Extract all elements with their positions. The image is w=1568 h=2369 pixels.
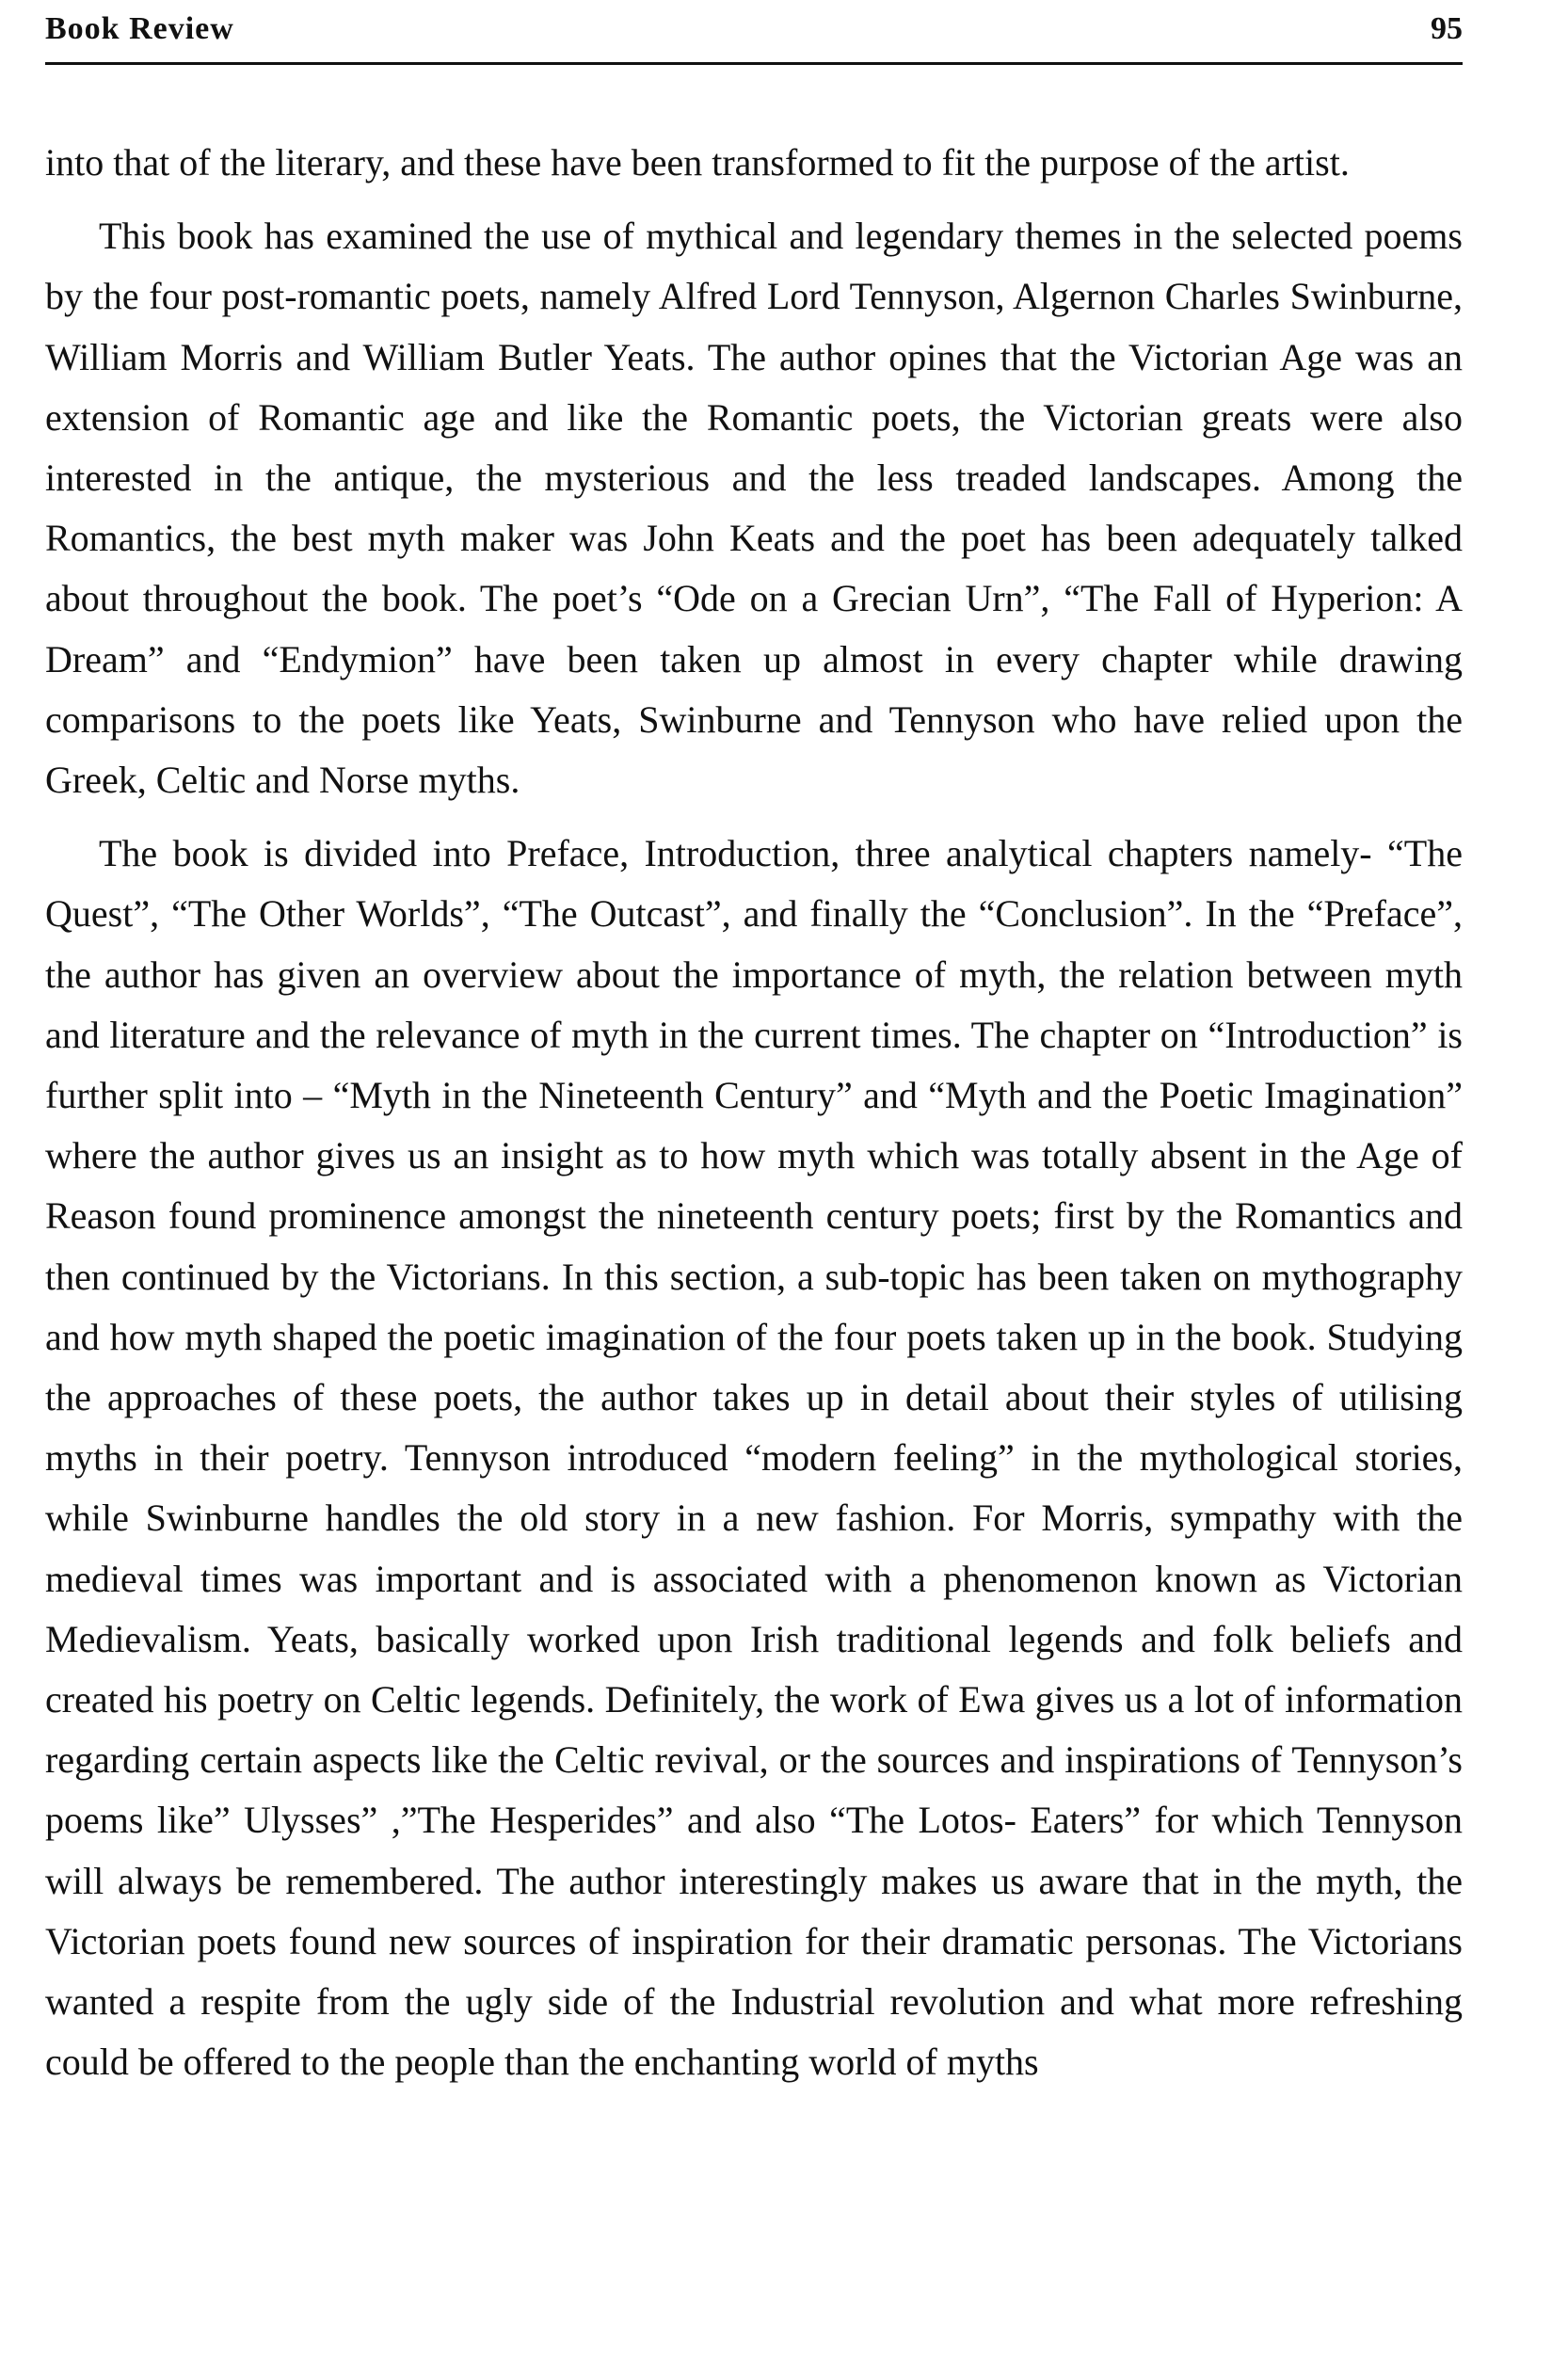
page-number: 95 (1431, 11, 1463, 46)
paragraph-structure: The book is divided into Preface, Introduction, three analytical chapters namely- “The Quest”, “The Other Worlds”, “The Outcast”, and finally the “Conclusion”. In the “Preface”, the author has given an overview about the importance of myth, the relation between myth and literature and the relevance of myth in the current times. The chapter on “Introduction” is further split into – “Myth in the Nineteenth Century” and “Myth and the Poetic Imagination” where the author gives us an insight as to how myth which was totally absent in the Age of Reason found prominence amongst the nineteenth century poets; first by the Romantics and then continued by the Victorians. In this section, a sub-topic has been taken on mythography and how myth shaped the poetic imagination of the four poets taken up in the book. Studying the approaches of these poets, the author takes up in detail about their styles of utilising myths in their poetry. Tennyson introduced “modern feeling” in the mythological stories, while Swinburne handles the old story in a new fashion. For Morris, sympathy with the medieval times was important and is associated with a phenomenon known as Victorian Medievalism. Yeats, basically worked upon Irish traditional legends and folk beliefs and created his poetry on Celtic legends. Definitely, the work of Ewa gives us a lot of information regarding certain aspects like the Celtic revival, or the sources and inspirations of Tennyson’s poems like” Ulysses” ,”The Hesperides” and also “The Lotos- Eaters” for which Tennyson will always be remembered. The author interestingly makes us aware that in the myth, the Victorian poets found new sources of inspiration for their dramatic personas. The Victorians wanted a respite from the ugly side of the Industrial revolution and what more refreshing could be offered to the people than the enchanting world of myths (45, 832, 1463, 2084)
document-page (45, 0, 1463, 2093)
body-text (45, 133, 1463, 2093)
paragraph-continuation: into that of the literary, and these have been transformed to fit the purpose of the artist. (45, 141, 1350, 184)
running-header-title: Book Review (45, 11, 234, 46)
paragraph-themes: This book has examined the use of mythical and legendary themes in the selected poems by the four post-romantic poets, namely Alfred Lord Tennyson, Algernon Charles Swinburne, William Morris and William Butler Yeats. The author opines that the Victorian Age was an extension of Romantic age and like the Romantic poets, the Victorian greats were also interested in the antique, the mysterious and the less treaded landscapes. Among the Romantics, the best myth maker was John Keats and the poet has been adequately talked about throughout the book. The poet’s “Ode on a Grecian Urn”, “The Fall of Hyperion: A Dream” and “Endymion” have been taken up almost in every chapter while drawing comparisons to the poets like Yeats, Swinburne and Tennyson who have relied upon the Greek, Celtic and Norse myths. (45, 215, 1463, 802)
running-header (45, 0, 1463, 65)
